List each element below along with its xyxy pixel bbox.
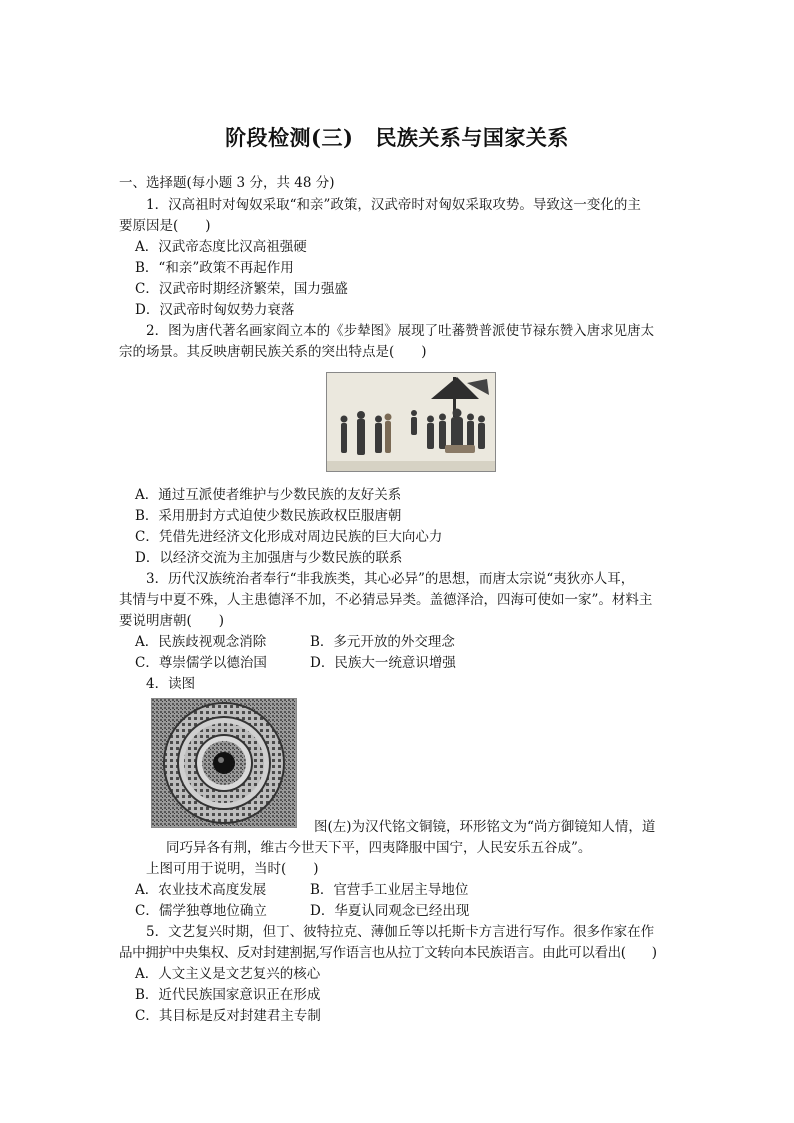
q4-option-a: A．农业技术高度发展 bbox=[135, 882, 267, 898]
q1-stem-line2: 要原因是( ) bbox=[119, 218, 211, 234]
q5-option-a: A．人文主义是文艺复兴的核心 bbox=[135, 966, 321, 982]
painting-image bbox=[326, 372, 496, 472]
q3-stem-line2: 其情与中夏不殊，人主患德泽不加，不必猜忌异类。盖德泽洽，四海可使如一家”。材料主 bbox=[119, 592, 653, 608]
q3-option-d: D．民族大一统意识增强 bbox=[310, 655, 456, 671]
q1-option-c: C．汉武帝时期经济繁荣，国力强盛 bbox=[135, 281, 348, 297]
q2-option-d: D．以经济交流为主加强唐与少数民族的联系 bbox=[135, 550, 403, 566]
q3-stem-line3: 要说明唐朝( ) bbox=[119, 613, 225, 629]
q3-stem-line1: 3．历代汉族统治者奉行“非我族类，其心必异”的思想，而唐太宗说“夷狄亦人耳， bbox=[146, 571, 635, 587]
q4-option-c: C．儒学独尊地位确立 bbox=[135, 903, 267, 919]
page-title bbox=[0, 122, 794, 152]
q3-option-a: A．民族歧视观念消除 bbox=[135, 634, 267, 650]
q5-option-c: C．其目标是反对封建君主专制 bbox=[135, 1008, 321, 1024]
q1-option-d: D．汉武帝时匈奴势力衰落 bbox=[135, 302, 295, 318]
q1-stem-line1: 1．汉高祖时对匈奴采取“和亲”政策，汉武帝时对匈奴采取攻势。导致这一变化的主 bbox=[146, 197, 641, 213]
q4-caption-line2: 同巧异各有荆，维古今世天下平，四夷降服中国宁，人民安乐五谷成”。 bbox=[166, 840, 592, 856]
q2-stem-line2: 宗的场景。其反映唐朝民族关系的突出特点是( ) bbox=[119, 344, 427, 360]
title-sub: 民族关系与国家关系 bbox=[375, 125, 569, 150]
q4-option-b: B．官营手工业居主导地位 bbox=[310, 882, 469, 898]
q3-option-b: B．多元开放的外交理念 bbox=[310, 634, 455, 650]
q5-stem-line1: 5．文艺复兴时期，但丁、彼特拉克、薄伽丘等以托斯卡方言进行写作。很多作家在作 bbox=[146, 924, 655, 940]
q3-option-c: C．尊崇儒学以德治国 bbox=[135, 655, 267, 671]
q5-stem-line2: 品中拥护中央集权、反对封建割据,写作语言也从拉丁文转向本民族语言。由此可以看出( ) bbox=[119, 945, 657, 961]
q4-option-d: D．华夏认同观念已经出现 bbox=[310, 903, 470, 919]
q1-option-b: B．“和亲”政策不再起作用 bbox=[135, 260, 294, 276]
q2-option-b: B．采用册封方式迫使少数民族政权臣服唐朝 bbox=[135, 508, 402, 524]
q2-stem-line1: 2．图为唐代著名画家阎立本的《步辇图》展现了吐蕃赞普派使节禄东赞入唐求见唐太 bbox=[146, 323, 655, 339]
q2-option-a: A．通过互派使者维护与少数民族的友好关系 bbox=[135, 487, 402, 503]
q2-option-c: C．凭借先进经济文化形成对周边民族的巨大向心力 bbox=[135, 529, 443, 545]
bronze-mirror-image bbox=[151, 698, 297, 828]
q1-option-a: A．汉武帝态度比汉高祖强硬 bbox=[135, 239, 307, 255]
q5-option-b: B．近代民族国家意识正在形成 bbox=[135, 987, 321, 1003]
q4-caption-line1: 图(左)为汉代铭文铜镜，环形铭文为“尚方御镜知人情，道 bbox=[314, 819, 656, 835]
q4-stem: 4．读图 bbox=[146, 676, 196, 692]
title-main: 阶段检测(三) bbox=[225, 125, 354, 150]
painting-illustration bbox=[327, 373, 495, 471]
section-header: 一、选择题(每小题 3 分，共 48 分) bbox=[119, 175, 335, 191]
q4-stem-line2: 上图可用于说明，当时( ) bbox=[146, 861, 319, 877]
mirror-illustration bbox=[152, 699, 296, 827]
